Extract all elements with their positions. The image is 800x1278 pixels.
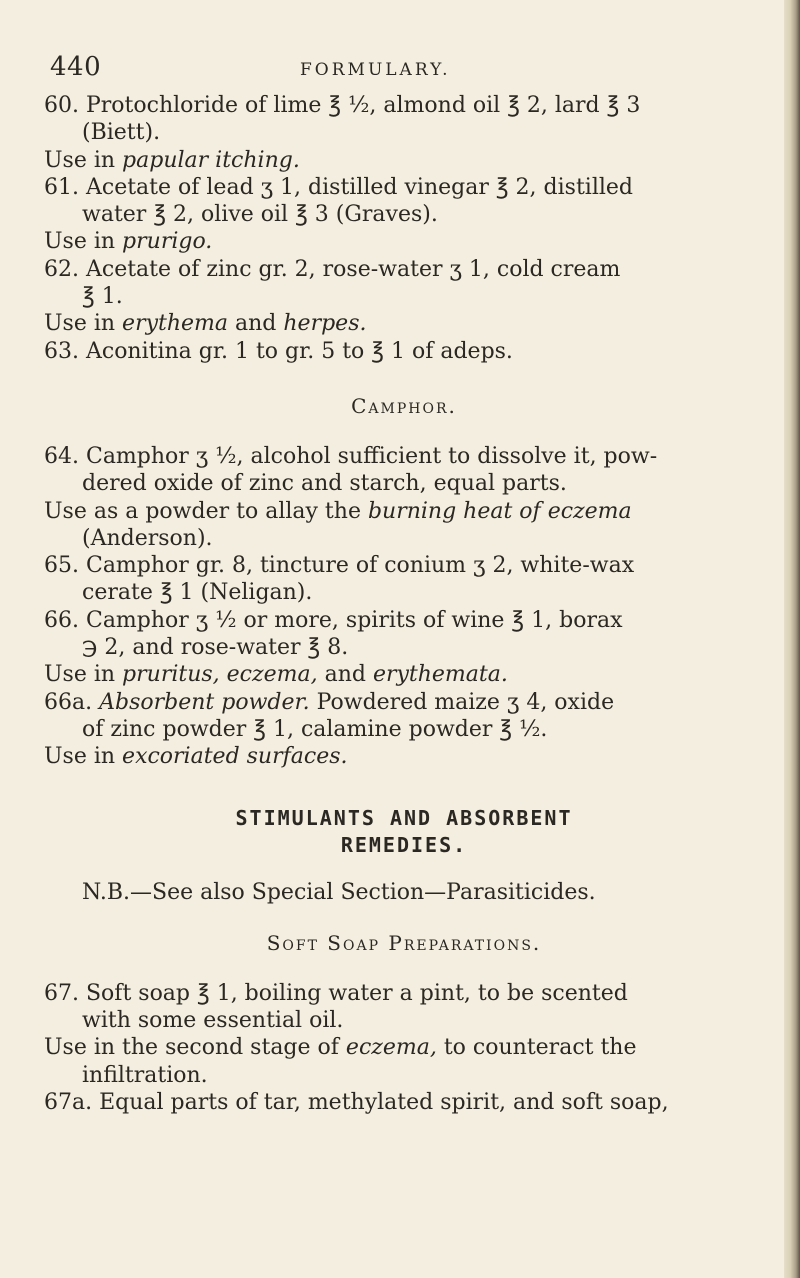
entry-64-use: Use as a powder to allay the burning heat of eczema <box>44 498 632 524</box>
entry-66a-use: Use in excoriated surfaces. <box>44 744 348 770</box>
entry-67-line-3: infiltration. <box>82 1062 208 1088</box>
entry-67-use: Use in the second stage of eczema, to counteract the <box>44 1035 637 1061</box>
entry-62-use: Use in erythema and herpes. <box>44 311 367 337</box>
entry-63-line-1: 63. Aconitina gr. 1 to gr. 5 to ℥ 1 of adeps. <box>44 338 513 364</box>
page-edge-shadow <box>784 0 800 1278</box>
formulary-text <box>44 92 764 1116</box>
entry-62-line-2: ℥ 1. <box>82 284 123 310</box>
entry-60-line-2: (Biett). <box>82 120 161 146</box>
nota-bene: N.B.—See also Special Section—Parasiticides. <box>82 879 596 905</box>
entry-67-line-1: 67. Soft soap ℥ 1, boiling water a pint, to be scented <box>44 980 628 1006</box>
entry-66-line-1: 66. Camphor ʒ ½ or more, spirits of wine ℥ 1, borax <box>44 607 623 633</box>
entry-62-line-1: 62. Acetate of zinc gr. 2, rose-water ʒ 1, cold cream <box>44 256 621 282</box>
entry-67a-line-1: 67a. Equal parts of tar, methylated spirit, and soft soap, <box>44 1090 669 1116</box>
entry-65-line-1: 65. Camphor gr. 8, tincture of conium ʒ 2, white-wax <box>44 553 635 579</box>
entry-66-use: Use in pruritus, eczema, and erythemata. <box>44 662 508 688</box>
section-heading-stimulants: STIMULANTS AND ABSORBENT <box>235 805 573 830</box>
section-heading-stimulants-2: REMEDIES. <box>340 832 468 857</box>
section-heading-camphor: Camphor. <box>351 393 457 418</box>
entry-64-line-2: dered oxide of zinc and starch, equal parts. <box>82 471 567 497</box>
entry-61-line-1: 61. Acetate of lead ʒ 1, distilled vinegar ℥ 2, distilled <box>44 174 634 200</box>
entry-67-line-2: with some essential oil. <box>82 1008 344 1034</box>
entry-65-line-2: cerate ℥ 1 (Neligan). <box>82 580 313 606</box>
entry-66-line-2: ℈ 2, and rose-water ℥ 8. <box>82 635 349 661</box>
page-number: 440 <box>50 52 102 82</box>
entry-60-line-1: 60. Protochloride of lime ℥ ½, almond oil ℥ 2, lard ℥ 3 <box>44 93 641 118</box>
entry-64-line-3: (Anderson). <box>82 525 213 551</box>
section-heading-soft-soap: Soft Soap Preparations. <box>266 930 542 955</box>
entry-66a-line-2: of zinc powder ℥ 1, calamine powder ℥ ½. <box>82 716 548 742</box>
running-head: FORMULARY. <box>300 60 451 80</box>
entry-60-use: Use in papular itching. <box>44 147 300 173</box>
entry-64-line-1: 64. Camphor ʒ ½, alcohol sufficient to dissolve it, pow- <box>44 443 658 469</box>
entry-61-use: Use in prurigo. <box>44 229 213 255</box>
entry-66a-line-1: 66a. Absorbent powder. Powdered maize ʒ 4, oxide <box>44 689 615 715</box>
page-header <box>50 52 720 82</box>
entry-61-line-2: water ℥ 2, olive oil ℥ 3 (Graves). <box>82 202 438 228</box>
